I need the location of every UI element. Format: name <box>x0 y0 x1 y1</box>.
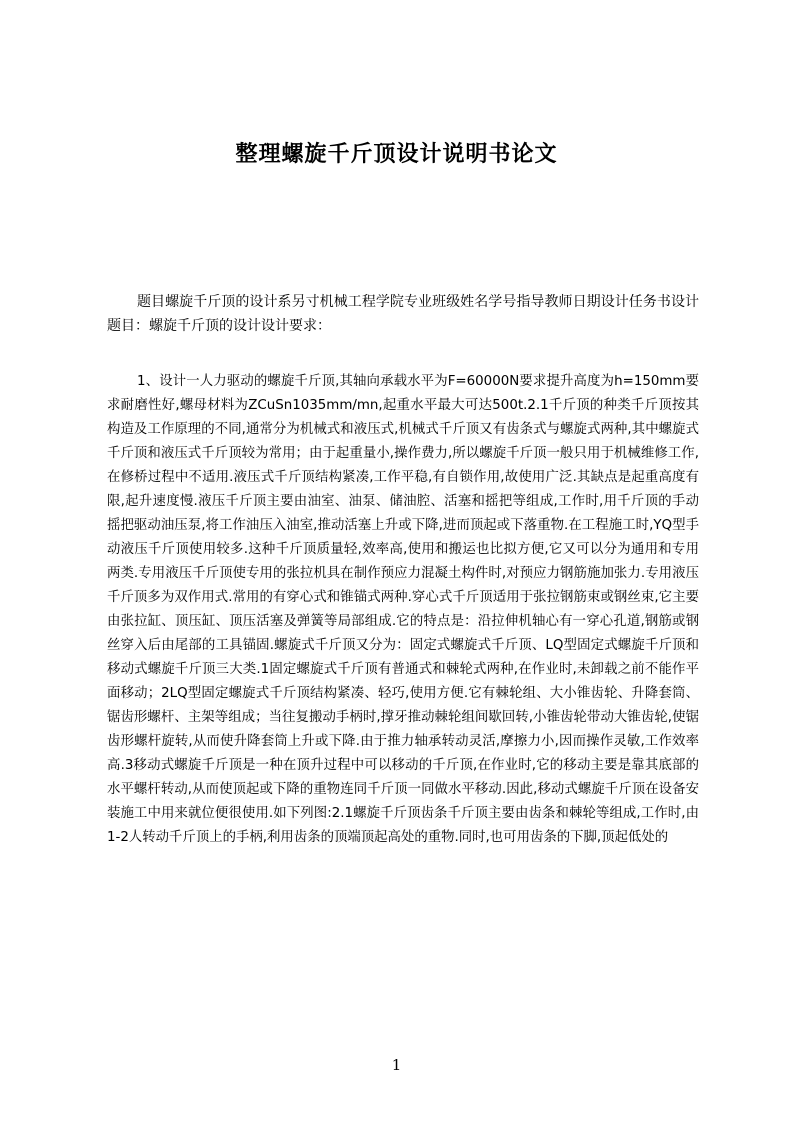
paragraph-intro: 题目螺旋千斤顶的设计系另寸机械工程学院专业班级姓名学号指导教师日期设计任务书设计题目：螺旋千斤顶的设计设计要求： <box>107 294 699 334</box>
page-number: 1 <box>391 1056 402 1074</box>
paragraph-body: 1、设计一人力驱动的螺旋千斤顶,其轴向承载水平为F=60000N要求提升高度为h=150mm要求耐磨性好,螺母材料为ZCuSn1035mm/mn,起重水平最大可达500t.2.1千斤顶的种类千斤顶按其构造及工作原理的不同,通常分为机械式和液压式,机械式千斤顶又有齿条式与螺旋式两种,其中螺旋式千斤顶和液压式千斤顶较为常用；由于起重量小,操作费力,所以螺旋千斤顶一般只用于机械维修工作,在修桥过程中不适用.液压式千斤顶结构紧凑,工作平稳,有自锁作用,故使用广泛.其缺点是起重高度有限,起升速度慢.液压千斤顶主要由油室、油泵、储油腔、活塞和摇把等组成,工作时,用千斤顶的手动摇把驱动油压泵,将工作油压入油室,推动活塞上升或下降,进而顶起或下落重物.在工程施工时,YQ型手动液压千斤顶使用较多.这种千斤顶质量轻,效率高,使用和搬运也比拟方便,它又可以分为通用和专用两类.专用液压千斤顶使专用的张拉机具在制作预应力混凝土构件时,对预应力钢筋施加张力.专用液压千斤顶多为双作用式.常用的有穿心式和锥锚式两种.穿心式千斤顶适用于张拉钢筋束或钢丝束,它主要由张拉缸、顶压缸、顶压活塞及弹簧等局部组成.它的特点是：沿拉伸机轴心有一穿心孔道,钢筋或钢丝穿入后由尾部的工具锚固.螺旋式千斤顶又分为：固定式螺旋式千斤顶、LQ型固定式螺旋千斤顶和移动式螺旋千斤顶三大类.1固定螺旋式千斤顶有普通式和棘轮式两种,在作业时,未卸载之前不能作平面移动；2LQ型固定螺旋式千斤顶结构紧凑、轻巧,使用方便.它有棘轮组、大小锥齿轮、升降套筒、锯齿形螺杆、主架等组成；当往复搬动手柄时,撑牙推动棘轮组间歇回转,小锥齿轮带动大锥齿轮,使锯齿形螺杆旋转,从而使升降套筒上升或下降.由于推力轴承转动灵活,摩擦力小,因而操作灵敏,工作效率高.3移动式螺旋千斤顶是一种在顶升过程中可以移动的千斤顶,在作业时,它的移动主要是靠其底部的水平螺杆转动,从而使顶起或下降的重物连同千斤顶一同做水平移动.因此,移动式螺旋千斤顶在设备安装施工中用来就位便很使用.如下列图:2.1螺旋千斤顶齿条千斤顶主要由齿条和棘轮等组成,工作时,由1-2人转动千斤顶上的手柄,利用齿条的顶端顶起高处的重物.同时,也可用齿条的下脚,顶起低处的 <box>107 374 699 845</box>
document-title: 整理螺旋千斤顶设计说明书论文 <box>235 142 558 167</box>
